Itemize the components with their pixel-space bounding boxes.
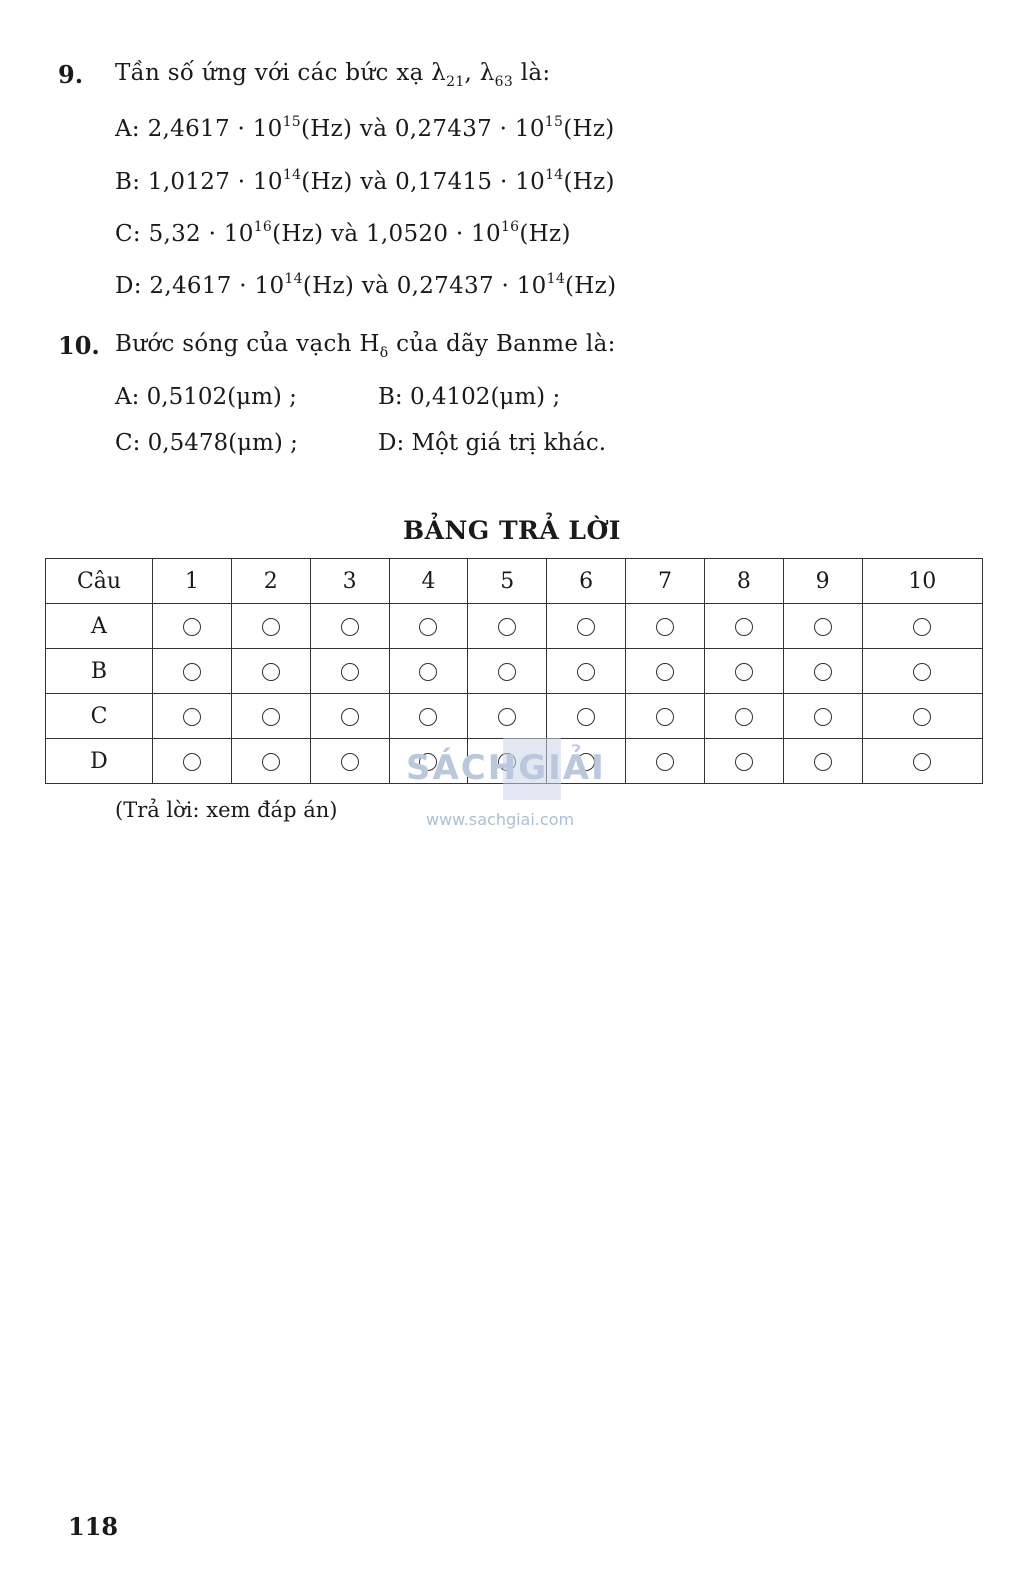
row-label: D (46, 739, 153, 784)
answer-bubble[interactable] (735, 663, 753, 681)
answer-bubble[interactable] (735, 753, 753, 771)
answer-bubble[interactable] (814, 618, 832, 636)
answer-bubble[interactable] (419, 618, 437, 636)
answer-bubble[interactable] (341, 663, 359, 681)
lambda-subscript: 63 (494, 74, 514, 90)
answer-bubble[interactable] (498, 618, 516, 636)
page-number: 118 (68, 1512, 119, 1541)
header-cell: 10 (862, 559, 982, 604)
delta-subscript: δ (379, 345, 389, 361)
answer-bubble[interactable] (577, 663, 595, 681)
answer-bubble[interactable] (419, 663, 437, 681)
table-row (46, 604, 983, 649)
table-header-row (46, 559, 983, 604)
header-cell: 5 (468, 559, 547, 604)
answer-bubble[interactable] (262, 708, 280, 726)
answer-bubble[interactable] (498, 708, 516, 726)
answer-bubble[interactable] (656, 708, 674, 726)
table-row (46, 649, 983, 694)
header-cell: 8 (704, 559, 783, 604)
watermark-text: SÁCHGIẢI (406, 748, 606, 788)
question-9-stem-end: là: (513, 60, 551, 86)
answer-bubble[interactable] (183, 618, 201, 636)
answer-bubble[interactable] (577, 708, 595, 726)
answer-bubble[interactable] (577, 618, 595, 636)
answer-bubble[interactable] (419, 708, 437, 726)
lambda-subscript: 21 (446, 74, 465, 90)
answer-bubble[interactable] (735, 618, 753, 636)
answer-bubble[interactable] (183, 753, 201, 771)
answer-bubble[interactable] (262, 663, 280, 681)
answer-bubble[interactable] (341, 708, 359, 726)
question-9-option-b: B: $1,0127 \cdot 10^{14}(Hz)$ và $0,17415 \cdot 10^{14}(Hz)$ (115, 167, 615, 195)
question-9-option-c: C: $5,32 \cdot 10^{16}(Hz)$ và $1,0520 \cdot 10^{16}(Hz)$ (115, 219, 571, 247)
header-cell: 2 (231, 559, 310, 604)
question-10-option-b: B: 0,4102(μm) ; (378, 384, 561, 410)
question-10-number: 10. (58, 331, 100, 360)
answer-bubble[interactable] (262, 618, 280, 636)
answer-bubble[interactable] (656, 663, 674, 681)
answer-bubble[interactable] (814, 663, 832, 681)
header-cell: 6 (547, 559, 626, 604)
question-10-option-a: A: 0,5102(μm) ; (115, 384, 297, 410)
answer-bubble[interactable] (735, 708, 753, 726)
question-10-option-c: C: 0,5478(μm) ; (115, 430, 298, 456)
row-label: B (46, 649, 153, 694)
header-cell: 9 (783, 559, 862, 604)
watermark-url: www.sachgiai.com (426, 810, 575, 829)
answer-bubble[interactable] (183, 663, 201, 681)
answer-bubble[interactable] (656, 618, 674, 636)
answer-bubble[interactable] (341, 753, 359, 771)
answer-bubble[interactable] (913, 618, 931, 636)
answer-bubble[interactable] (656, 753, 674, 771)
question-9-number: 9. (58, 60, 84, 89)
header-cell: 3 (310, 559, 389, 604)
answer-table-title: BẢNG TRẢ LỜI (403, 516, 621, 545)
answer-bubble[interactable] (498, 663, 516, 681)
answer-bubble[interactable] (814, 753, 832, 771)
question-9-stem (115, 60, 551, 90)
table-row (46, 694, 983, 739)
question-10-stem: Bước sóng của vạch $H_\delta$ của dãy Banme là: (115, 331, 616, 361)
answer-note: (Trả lời: xem đáp án) (115, 798, 338, 822)
question-9-option-a: A: $2,4617 \cdot 10^{15}(Hz)$ và $0,27437 \cdot 10^{15}(Hz)$ (115, 114, 615, 142)
answer-bubble[interactable] (814, 708, 832, 726)
header-cell: 1 (153, 559, 232, 604)
lambda-symbol: λ (479, 60, 495, 86)
header-cell: Câu (46, 559, 153, 604)
answer-bubble[interactable] (262, 753, 280, 771)
row-label: C (46, 694, 153, 739)
answer-bubble[interactable] (913, 663, 931, 681)
answer-bubble[interactable] (183, 708, 201, 726)
header-cell: 7 (626, 559, 705, 604)
question-10-option-d: D: Một giá trị khác. (378, 430, 607, 456)
separator: , (464, 60, 480, 86)
question-9-option-d: D: $2,4617 \cdot 10^{14}(Hz)$ và $0,27437 \cdot 10^{14}(Hz)$ (115, 271, 617, 299)
watermark-logo (406, 738, 616, 829)
answer-bubble[interactable] (341, 618, 359, 636)
row-label: A (46, 604, 153, 649)
header-cell: 4 (389, 559, 468, 604)
lambda-symbol: λ (431, 60, 447, 86)
question-9-stem-text: Tần số ứng với các bức xạ (115, 60, 432, 86)
answer-bubble[interactable] (913, 753, 931, 771)
h-symbol: H (359, 331, 380, 357)
answer-bubble[interactable] (913, 708, 931, 726)
